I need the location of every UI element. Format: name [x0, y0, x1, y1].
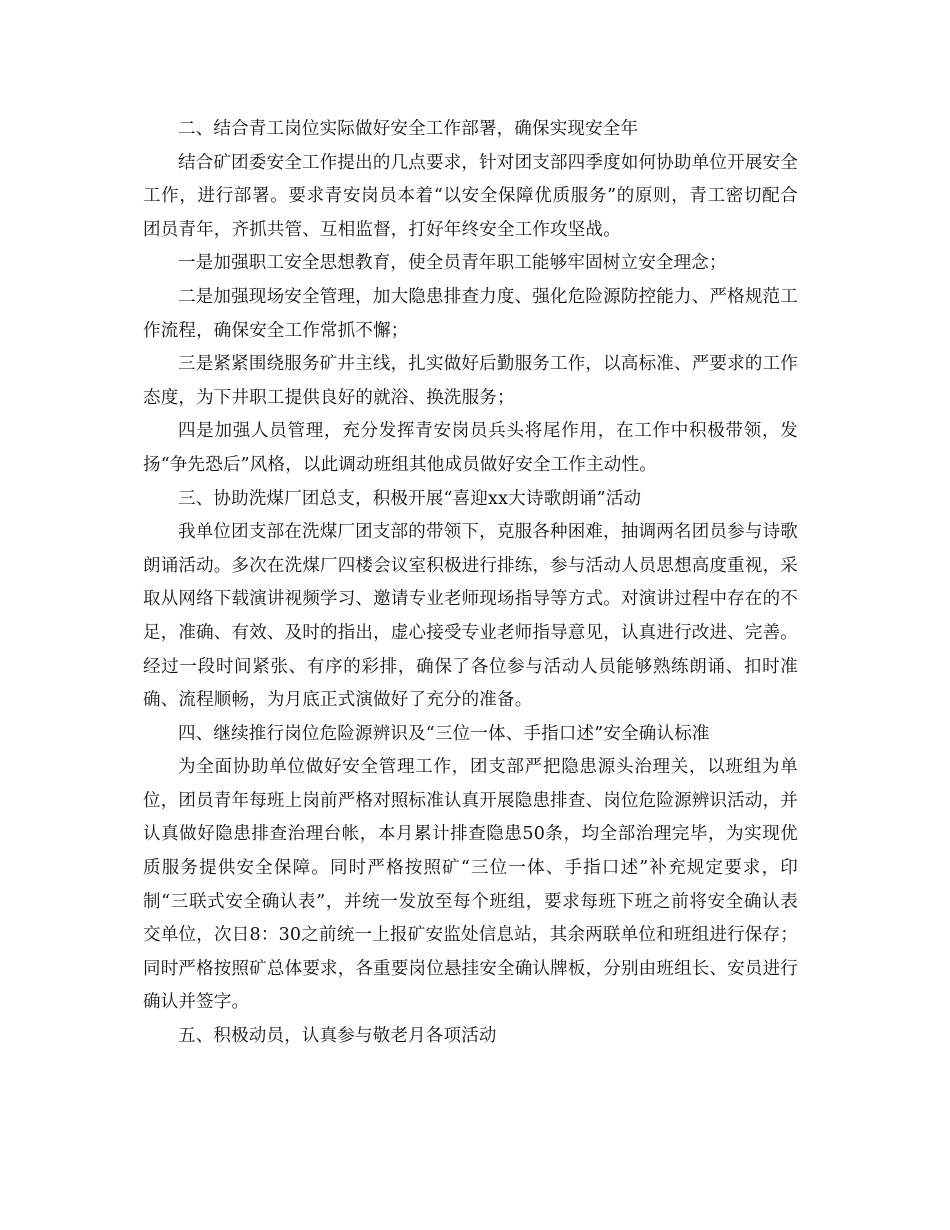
section-heading-2: 二、结合青工岗位实际做好安全工作部署，确保实现安全年 — [178, 119, 639, 139]
list-paragraph-4: 四是加强人员管理，充分发挥青安岗员兵头将尾作用，在工作中积极带领，发扬“争先恐后”风格，以此调动班组其他成员做好安全工作主动性。 — [143, 421, 798, 475]
section-heading-4: 四、继续推行岗位危险源辨识及“三位一体、手指口述”安全确认标准 — [178, 723, 710, 744]
body-paragraph: 为全面协助单位做好安全管理工作，团支部严把隐患源头治理关，以班组为单位，团员青年每班上岗前严格对照标准认真开展隐患排查、岗位危险源辨识活动，并认真做好隐患排查治理台帐，本月累计排查隐患50条，均全部治理完毕，为实现优质服务提供安全保障。同时严格按照矿“三位一体、手指口述”补充规定要求，印制“三联式安全确认表”，并统一发放至每个班组，要求每班下班之前将安全确认表交单位，次日8：30之前统一上报矿安监处信息站，其余两联单位和班组进行保存；同时严格按照矿总体要求，各重要岗位悬挂安全确认牌板，分别由班组长、安员进行确认并签字。 — [143, 757, 798, 1013]
list-paragraph-2: 二是加强现场安全管理，加大隐患排查力度、强化危险源防控能力、严格规范工作流程，确保安全工作常抓不懈； — [143, 286, 798, 341]
body-paragraph: 结合矿团委安全工作提出的几点要求，针对团支部四季度如何协助单位开展安全工作，进行部署。要求青安岗员本着“以安全保障优质服务”的原则，青工密切配合团员青年，齐抓共管、互相监督，打好年终安全工作攻坚战。 — [143, 152, 798, 240]
section-heading-3: 三、协助洗煤厂团总支，积极开展“喜迎xx大诗歌朗诵”活动 — [178, 488, 642, 509]
list-paragraph-3: 三是紧紧围绕服务矿井主线，扎实做好后勤服务工作，以高标准、严要求的工作态度，为下井职工提供良好的就浴、换洗服务； — [143, 354, 798, 408]
document-body — [143, 113, 798, 1054]
section-heading-5: 五、积极动员，认真参与敬老月各项活动 — [178, 1026, 497, 1047]
body-paragraph: 我单位团支部在洗煤厂团支部的带领下，克服各种困难，抽调两名团员参与诗歌朗诵活动。多次在洗煤厂四楼会议室积极进行排练，参与活动人员思想高度重视，采取从网络下载演讲视频学习、邀请专业老师现场指导等方式。对演讲过程中存在的不足，准确、有效、及时的指出，虚心接受专业老师指导意见，认真进行改进、完善。经过一段时间紧张、有序的彩排，确保了各位参与活动人员能够熟练朗诵、扣时准确、流程顺畅，为月底正式演做好了充分的准备。 — [143, 522, 798, 711]
list-paragraph-1: 一是加强职工安全思想教育，使全员青年职工能够牢固树立安全理念； — [178, 253, 727, 274]
